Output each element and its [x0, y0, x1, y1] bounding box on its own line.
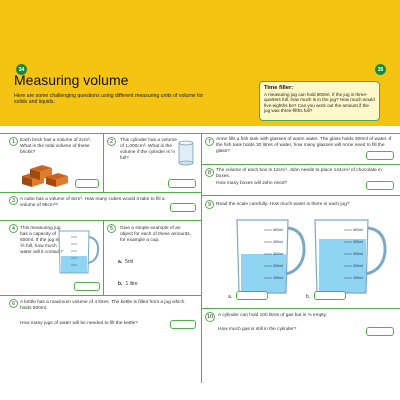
time-filler-box — [259, 81, 380, 121]
scale-label: 400ml — [353, 240, 363, 244]
question-number: 2 — [107, 137, 116, 146]
question-number: 4 — [9, 224, 18, 233]
question-7-text: Anne fills a fish tank with glasses of warm water. The glass holds 300ml of water. If the fish tank holds 30 litres of water, how many glasses will Anne need to fill the glass? — [216, 137, 392, 154]
question-number: 9 — [205, 200, 214, 209]
question-number: 5 — [107, 224, 116, 233]
divider — [103, 133, 104, 192]
answer-box[interactable] — [74, 282, 100, 291]
label-a: a. — [228, 294, 233, 300]
answer-box[interactable] — [168, 179, 196, 188]
question-9-text: Read the scale carefully. How much water is there in each jug? — [216, 202, 350, 207]
answer-box[interactable] — [366, 151, 394, 160]
answer-box[interactable] — [75, 179, 99, 188]
measuring-jug-image — [55, 225, 101, 277]
divider — [0, 192, 201, 193]
question-number: 3 — [9, 196, 18, 205]
answer-box[interactable] — [236, 291, 268, 300]
page-title: Measuring volume — [14, 72, 129, 88]
scale-label: 200ml — [353, 264, 363, 268]
question-4-text: This measuring jug has a capacity of 500ml. If the jug is ⅕ full, how much water will it contain? — [20, 226, 63, 255]
scale-label: 300ml — [273, 252, 283, 256]
question-8-text: The volume of each box is 12cm³. John needs to place 144cm³ of chocolate in boxes. — [216, 168, 382, 179]
scale-label: 500ml — [273, 228, 283, 232]
question-10-prompt: How much gas is still in the cylinder? — [218, 327, 297, 332]
scale-label: 400ml — [273, 240, 283, 244]
right-page-number: 35 — [375, 64, 386, 75]
scale-label: 300ml — [353, 252, 363, 256]
question-3-text: A cube has a volume of 8cm³. How many cubes would it take to fill a volume of 96cm³? — [20, 197, 165, 208]
scale-label: 100ml — [273, 276, 283, 280]
divider — [201, 195, 400, 196]
answer-box[interactable] — [314, 291, 346, 300]
option-a: a. 5ml — [118, 259, 134, 265]
divider — [103, 220, 104, 295]
scale-label: 200ml — [273, 264, 283, 268]
question-number: 8 — [205, 168, 214, 177]
scale-label: 500ml — [353, 228, 363, 232]
answer-box[interactable] — [366, 181, 394, 190]
divider — [201, 308, 400, 309]
question-1-text: Each brick has a volume of 2cm³. What is the total volume of these bricks? — [20, 138, 91, 155]
question-2-text: This cylinder has a volume of 1,000cm³. What is the volume if the cylinder is ½ full? — [120, 138, 177, 161]
answer-box[interactable] — [170, 203, 196, 212]
scale-label: 100ml — [353, 276, 363, 280]
time-filler-text: A measuring jug can hold 800ml. If the jug is three-quarters full, how much is in the jug? How much would five-eighths be? Can you work out the amount if the jug was three-fifths full? — [264, 92, 375, 114]
question-number: 10 — [206, 314, 214, 320]
question-6-prompt: How many jugs of water will be needed to fill the kettle? — [20, 321, 138, 326]
question-6-text: A kettle has a maximum volume of 4 litres. The kettle is filled from a jug which holds 500ml. — [20, 300, 185, 311]
question-number: 6 — [9, 299, 18, 308]
question-number: 1 — [9, 137, 18, 146]
intro-text: Here are some challenging questions using different measuring units of volume for solids and liquids. — [14, 93, 204, 106]
question-number: 7 — [205, 137, 214, 146]
jug-b-image — [306, 214, 390, 296]
divider — [0, 295, 201, 296]
left-page-number: 34 — [16, 64, 27, 75]
page-divider — [201, 133, 202, 383]
cylinder-image — [178, 140, 194, 166]
bricks-image — [20, 162, 70, 188]
answer-box[interactable] — [366, 327, 394, 336]
label-b: b. — [306, 294, 311, 300]
option-b: b. 1 litre — [118, 281, 138, 287]
answer-box[interactable] — [170, 320, 196, 329]
divider — [0, 220, 201, 221]
jug-a-image — [228, 214, 308, 296]
divider — [201, 164, 400, 165]
question-5-text: Give a simple example of an object for each of these amounts, for example a cup. — [120, 226, 191, 243]
question-10-text: A cylinder can hold 100 litres of gas but is ⅓ empty. — [218, 313, 327, 318]
time-filler-title: Time filler: — [264, 85, 294, 91]
question-8-prompt: How many boxes will John need? — [216, 181, 288, 186]
divider — [0, 133, 400, 134]
